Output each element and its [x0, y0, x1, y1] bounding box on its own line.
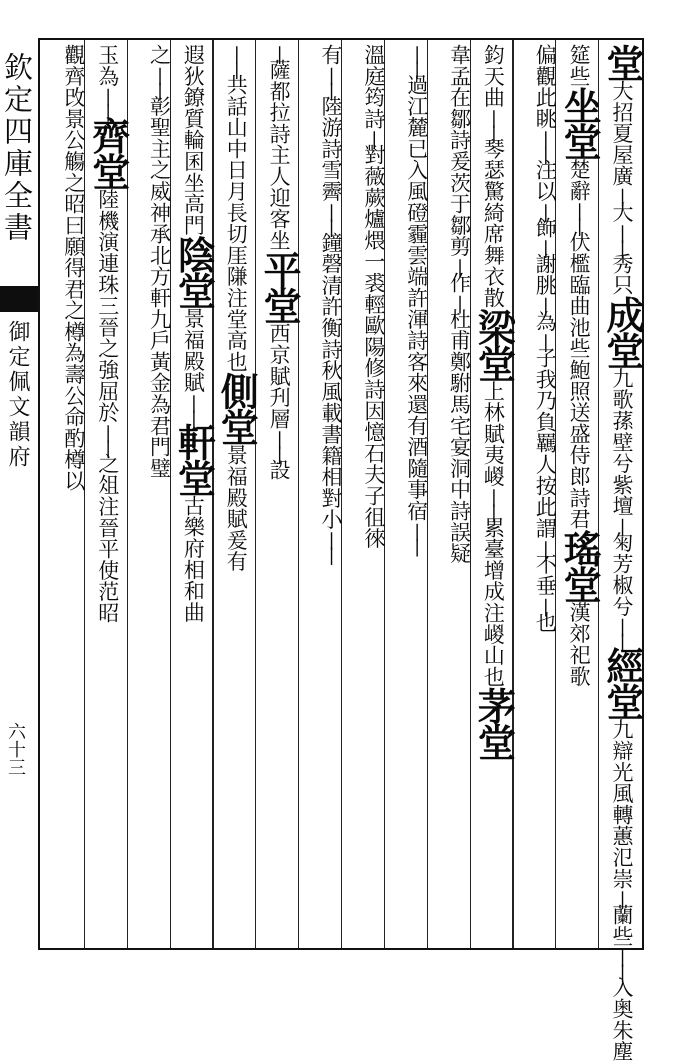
annotation-text: 為 [533, 310, 558, 333]
annotation-text: 玉為 [95, 44, 120, 87]
ditto-mark: | [611, 516, 633, 532]
ditto-mark: | [535, 238, 557, 254]
annotation-text: 子我乃負羈人按此謂 [533, 347, 558, 539]
annotation-text: 遐狄鐐質輪囷坐高門 [181, 44, 206, 236]
ditto-mark: | [611, 889, 633, 905]
annotation-text: 韋孟在鄒詩爰茨于鄒剪 [447, 44, 472, 257]
heading-entry: 軒堂 [171, 422, 217, 495]
heading-entry: 陰堂 [171, 235, 217, 308]
margin-book-title: 御定佩文韻府 [5, 320, 30, 470]
annotation-text: 伏檻臨曲池些鮑照送盛侍郎詩君 [567, 231, 592, 530]
annotation-text: 之俎注晉平使范昭 [95, 452, 120, 624]
annotation-text: 累臺增成注嵕山也 [481, 516, 506, 688]
annotation-text: 薩都拉詩主人迎客坐 [267, 59, 292, 251]
heading-entry: 經堂 [599, 646, 645, 719]
margin-page-number: 六十三 [5, 722, 26, 776]
annotation-text: 大 [609, 201, 634, 223]
annotation-text: 琴瑟驚綺席舞衣散 [481, 137, 506, 309]
annotation-text: 共話山中日月長 [224, 74, 249, 224]
annotation-text: 秀只 [609, 252, 634, 296]
annotation-text: 筵些 [567, 44, 592, 87]
annotation-text: 蘭些 [609, 904, 634, 947]
annotation-text: 過江麓已入風磴霾雲端許渾詩客來還有酒隨事宿 [404, 74, 429, 522]
ditto-mark: | [535, 295, 557, 311]
annotation-text: 入奥朱塵 [609, 976, 634, 1062]
ditto-mark: | [535, 201, 557, 217]
ditto-mark: || [569, 201, 591, 232]
text-column [41, 44, 84, 944]
annotation-text: 景福殿賦 [181, 307, 206, 393]
text-column [598, 44, 645, 1062]
annotation-text: 注以 [533, 159, 558, 202]
ditto-mark: || [320, 65, 342, 96]
annotation-text: 溫庭筠詩 [361, 44, 386, 130]
ditto-mark: || [535, 129, 557, 160]
annotation-text: 匊芳椒兮 [609, 531, 634, 617]
annotation-text: 彰聖主之威神 [147, 95, 172, 224]
annotation-text: 不垂 [533, 553, 558, 597]
ditto-mark: || [226, 44, 248, 74]
ditto-mark: | [269, 44, 291, 59]
annotation-text: 古樂府相和曲 [181, 494, 206, 623]
annotation-text: 九歌蓀壁兮紫壇 [609, 367, 634, 517]
text-column [470, 44, 517, 944]
ditto-mark: | [535, 332, 557, 348]
ditto-mark: || [611, 616, 633, 647]
text-column [298, 44, 341, 944]
annotation-text: 飾 [533, 216, 558, 239]
ditto-mark: | [535, 538, 557, 554]
ditto-mark: | [363, 129, 385, 145]
ditto-mark: | [611, 186, 633, 202]
ditto-mark: || [149, 65, 171, 96]
annotation-text: 九辯光風轉蕙氾崇 [609, 718, 634, 890]
annotation-text: 承北方軒九戶 [147, 223, 172, 351]
ditto-mark: || [97, 422, 119, 453]
annotation-text: 西京賦刋層 [267, 322, 292, 430]
annotation-text: 杜甫鄭駙馬宅宴洞中詩誤疑 [447, 308, 472, 564]
text-column [255, 44, 303, 944]
annotation-text: 有 [318, 44, 343, 66]
annotation-text: 上林賦夷嵕 [481, 380, 506, 487]
annotation-text: 設 [267, 459, 292, 481]
heading-entry: 側堂 [214, 372, 260, 445]
annotation-text: 陸機演連珠三晉之強屈於 [95, 188, 120, 423]
heading-entry: 茅堂 [471, 687, 517, 760]
annotation-text: 之 [147, 44, 172, 66]
text-column [427, 44, 470, 944]
ditto-mark: | [449, 293, 471, 309]
ditto-mark: || [483, 486, 505, 517]
annotation-text: 觀齊攺景公觴之昭曰願得君之樽為壽公命酌樽以 [61, 44, 86, 492]
ditto-mark: || [269, 429, 291, 460]
heading-entry: 堂 [599, 44, 645, 80]
heading-entry: 成堂 [599, 295, 645, 368]
annotation-text: 謝朓 [533, 253, 558, 296]
margin-title: 欽定四庫全書 [0, 52, 34, 244]
annotation-text: 黃金為君門璧 [147, 350, 172, 479]
text-column [127, 44, 170, 944]
annotation-text: 楚辭 [567, 158, 592, 202]
text-column [341, 44, 384, 944]
annotation-text: 鈞天曲 [481, 44, 506, 108]
annotation-text: 景福殿賦爰有 [224, 444, 249, 573]
heading-entry: 齊堂 [85, 116, 131, 189]
text-column [170, 44, 217, 944]
annotation-text: 鐘磬清許衡詩秋風載書籍相對小 [318, 231, 343, 531]
text-column [555, 44, 603, 944]
annotation-text: 大招夏屋廣 [609, 80, 634, 187]
annotation-text: 也 [533, 611, 558, 633]
text-column [512, 44, 558, 944]
ditto-mark: || [611, 222, 633, 253]
margin-fishtail-band [0, 286, 38, 312]
ditto-mark: || [320, 530, 342, 561]
ditto-mark: || [183, 392, 205, 423]
annotation-text: 偏觀此眺 [533, 44, 558, 130]
heading-entry: 平堂 [257, 250, 303, 323]
annotation-text: 漢郊祀歌 [567, 601, 592, 687]
ditto-mark: || [406, 44, 428, 74]
annotation-text: 作 [447, 272, 472, 294]
annotation-text: 對薇蕨爐煨一裘輕歐陽修詩因憶石夫子徂徠 [361, 144, 386, 549]
text-column [84, 44, 131, 944]
ditto-mark: || [406, 521, 428, 552]
ditto-mark: || [320, 201, 342, 232]
ditto-mark: || [97, 86, 119, 117]
ditto-mark: | [449, 257, 471, 272]
annotation-text: 切厓隒注堂高也 [224, 223, 249, 373]
text-column [384, 44, 427, 944]
heading-entry: 瑤堂 [557, 529, 603, 602]
annotation-text: 陸游詩雪霽 [318, 95, 343, 202]
text-column [212, 44, 260, 944]
ditto-mark: || [611, 946, 633, 977]
ditto-mark: || [483, 107, 505, 138]
heading-entry: 坐堂 [557, 86, 603, 159]
heading-entry: 梁堂 [471, 308, 517, 381]
ditto-mark: | [535, 596, 557, 612]
